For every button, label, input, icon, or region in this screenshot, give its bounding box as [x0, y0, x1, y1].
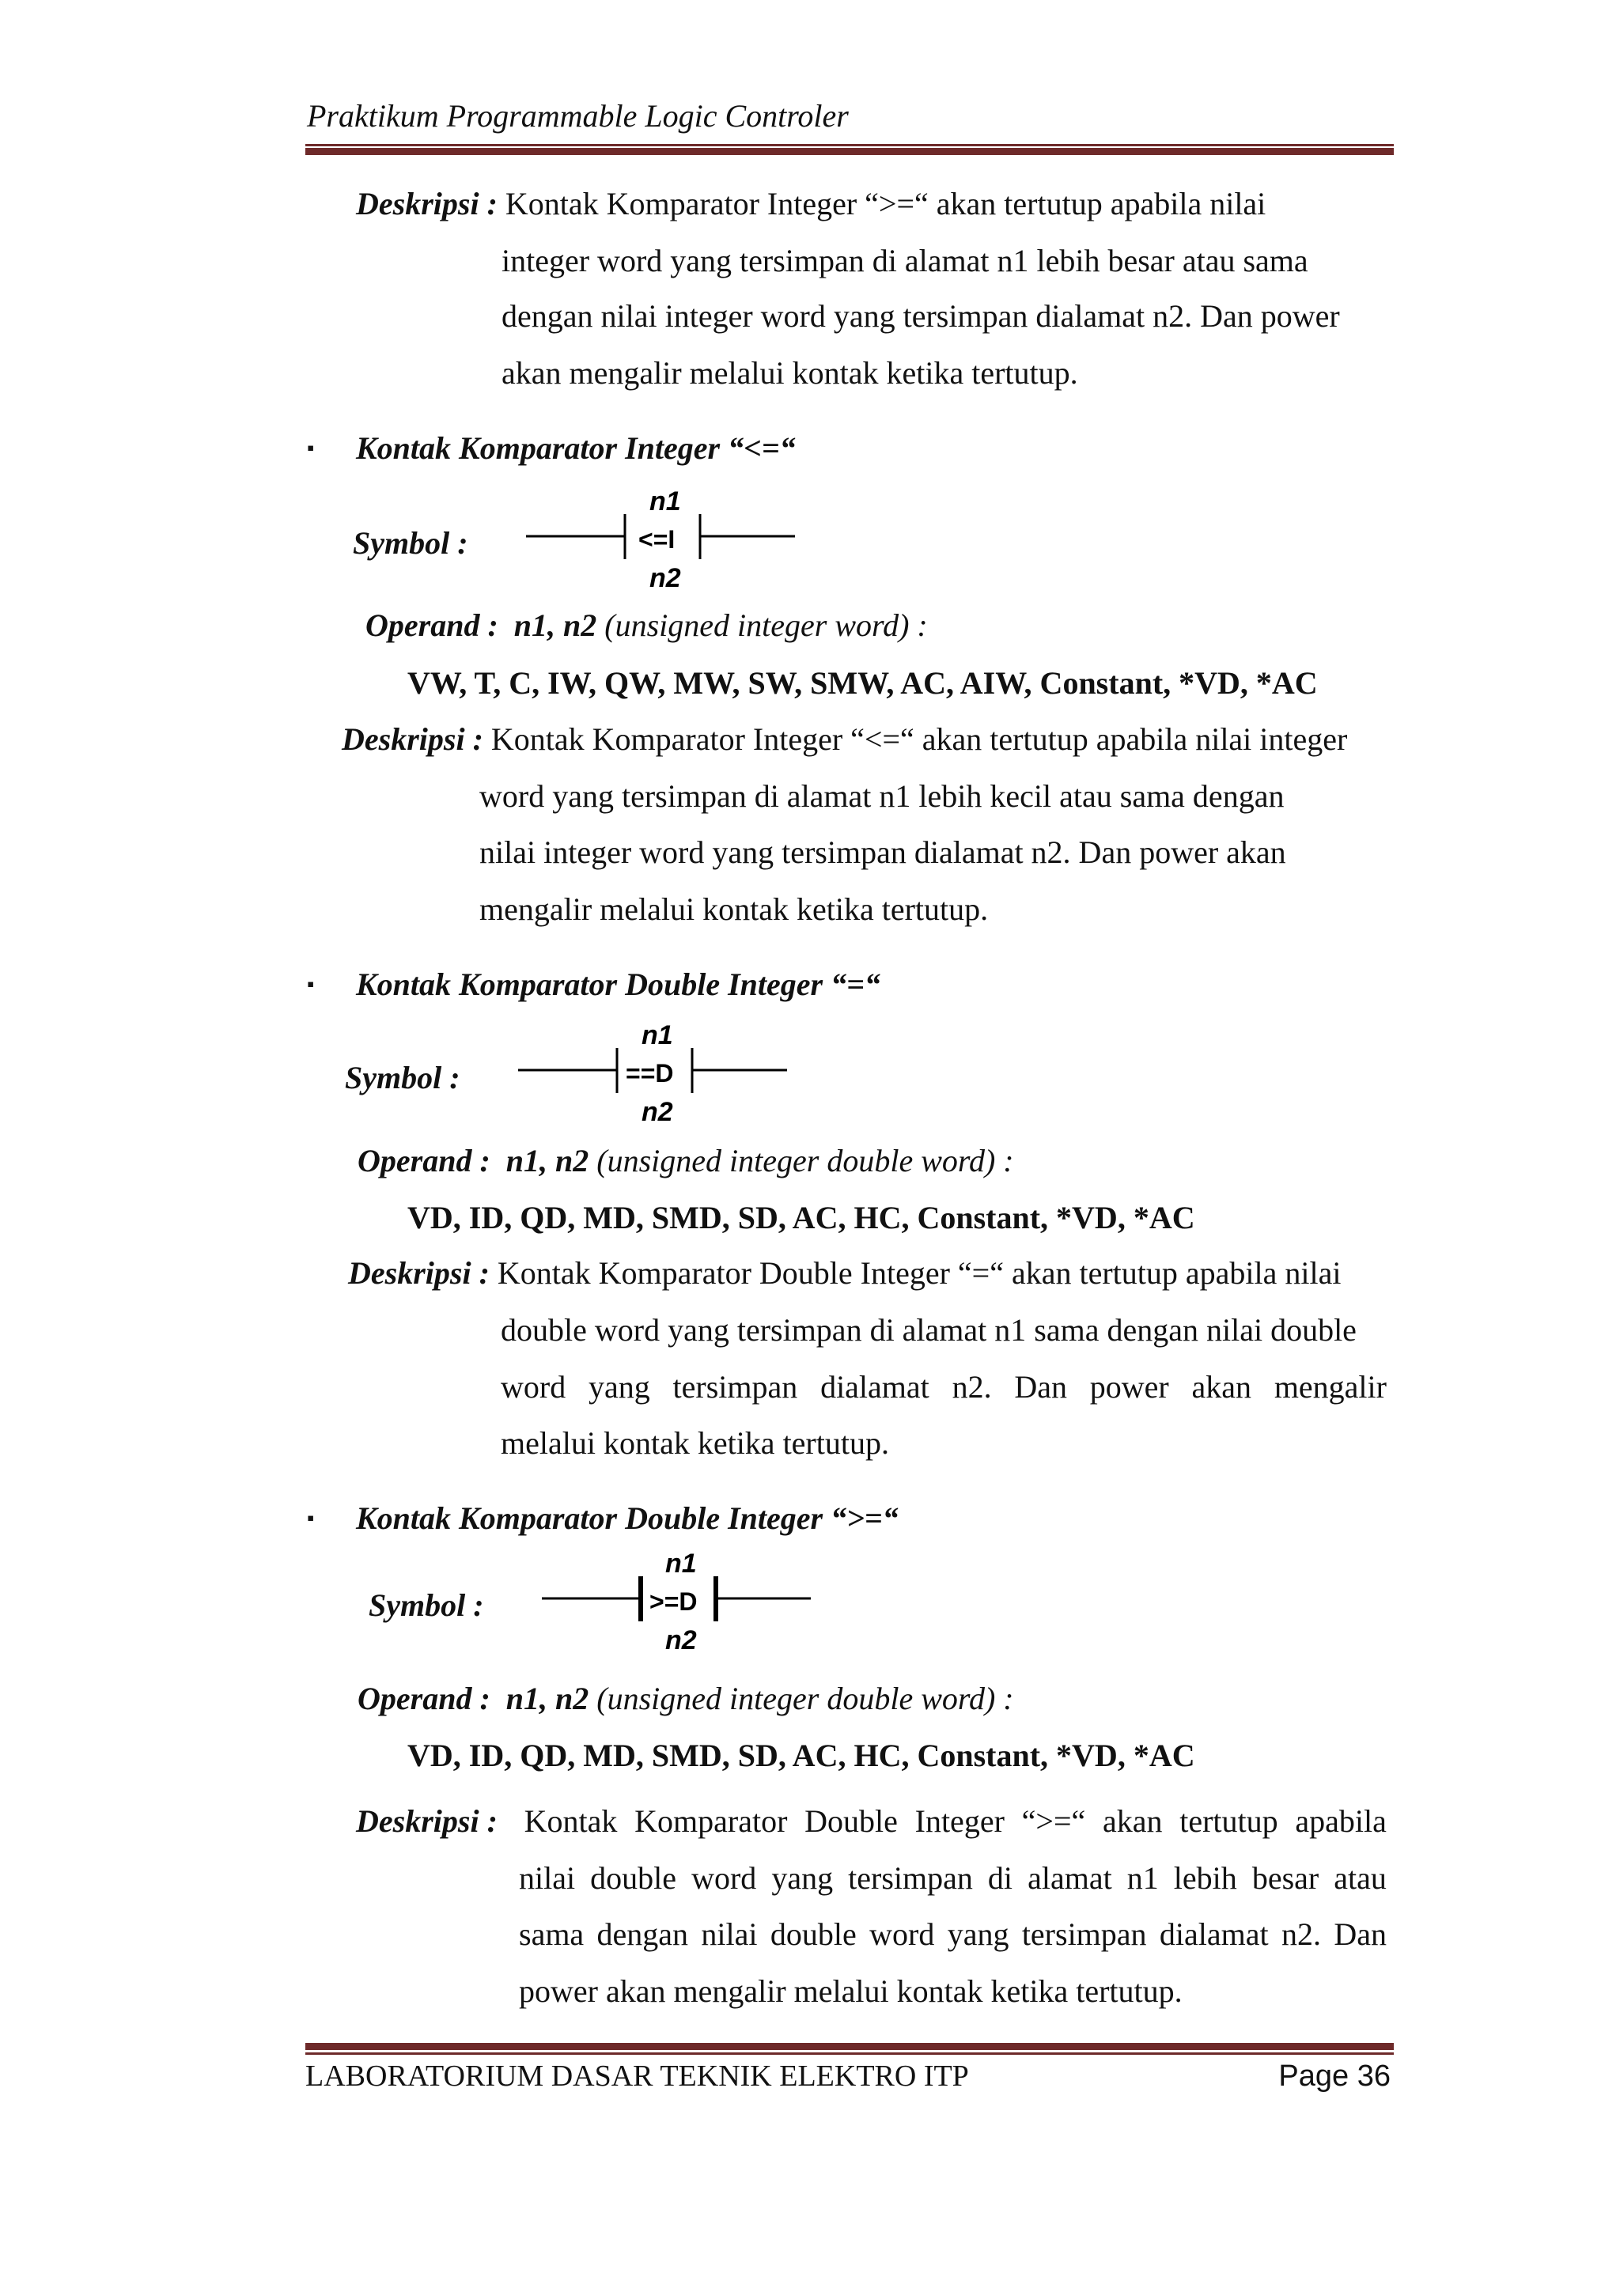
word: Integer [914, 1803, 1005, 1839]
word: word [691, 1860, 757, 1896]
word: akan [1191, 1369, 1252, 1405]
section-1-heading: Kontak Komparator Integer “<=“ [356, 430, 796, 466]
word: power [1089, 1369, 1169, 1405]
bullet-3: ▪ [307, 1507, 315, 1530]
page-header-title: Praktikum Programmable Logic Controler [307, 98, 849, 134]
section-3-desc-line-3 [519, 1916, 1387, 1953]
bullet-1: ▪ [307, 437, 315, 460]
section-2-desc-line-3 [501, 1368, 1387, 1405]
word: besar [1251, 1860, 1319, 1896]
word: sama [519, 1916, 585, 1952]
word: apabila [1295, 1803, 1387, 1839]
word: tersimpan [848, 1860, 973, 1896]
intro-desc-line-4: akan mengalir melalui kontak ketika tertutup. [502, 355, 1078, 391]
header-rule-thick [305, 148, 1394, 155]
word: Kontak [524, 1803, 618, 1839]
section-1-symbol-label: Symbol : [353, 525, 468, 561]
section-3-symbol-op: >=D [649, 1587, 698, 1616]
word: n2. [952, 1369, 992, 1405]
section-2-symbol-op: ==D [626, 1059, 674, 1087]
section-2-symbol-n1: n1 [642, 1020, 673, 1050]
word: “>=“ [1021, 1803, 1086, 1839]
word: dialamat [820, 1369, 929, 1405]
section-2-contact-symbol [510, 1012, 795, 1131]
intro-desc-label: Deskripsi : [356, 186, 498, 221]
bullet-2: ▪ [307, 973, 315, 996]
section-2-symbol-n2: n2 [642, 1097, 673, 1127]
word: word [501, 1369, 566, 1405]
section-2-symbol-label: Symbol : [345, 1060, 460, 1095]
section-2-operand-list: VD, ID, QD, MD, SMD, SD, AC, HC, Constant, *VD, *AC [407, 1200, 1195, 1235]
word: nilai [519, 1860, 576, 1896]
section-3-desc-line-2 [519, 1859, 1387, 1897]
section-2-heading: Kontak Komparator Double Integer “=“ [356, 966, 880, 1002]
section-1-desc-line-4: mengalir melalui kontak ketika tertutup. [479, 891, 989, 927]
word: atau [1334, 1860, 1387, 1896]
section-3-desc-line-4: power akan mengalir melalui kontak ketika tertutup. [519, 1973, 1183, 2009]
footer-rule-thin [305, 2052, 1394, 2055]
section-2-desc-line-4: melalui kontak ketika tertutup. [501, 1425, 889, 1461]
word: yang [771, 1860, 834, 1896]
word: akan [1102, 1803, 1163, 1839]
section-3-symbol-n1: n1 [665, 1549, 697, 1579]
footer-lab-name: LABORATORIUM DASAR TEKNIK ELEKTRO ITP [305, 2060, 969, 2093]
section-1-symbol-n1: n1 [649, 486, 681, 516]
word: mengalir [1274, 1369, 1387, 1405]
section-3-desc-line-1: Deskripsi : Kontak Komparator Double Integer “>=“ akan tertutup apabila [356, 1803, 1387, 1839]
word: double [770, 1916, 857, 1952]
word: word [869, 1916, 935, 1952]
section-1-desc-line-2: word yang tersimpan di alamat n1 lebih kecil atau sama dengan [479, 778, 1285, 814]
intro-desc-line-3: dengan nilai integer word yang tersimpan dialamat n2. Dan power [502, 298, 1340, 334]
section-3-operand: Operand : n1, n2 (unsigned integer double word) : [358, 1681, 1014, 1716]
word: tersimpan [1021, 1916, 1147, 1952]
word: tertutup [1179, 1803, 1278, 1839]
word: nilai [701, 1916, 758, 1952]
word: dialamat [1159, 1916, 1269, 1952]
word: Komparator [634, 1803, 788, 1839]
section-3-heading: Kontak Komparator Double Integer “>=“ [356, 1500, 899, 1536]
section-3-operand-list: VD, ID, QD, MD, SMD, SD, AC, HC, Constant, *VD, *AC [407, 1738, 1195, 1773]
word: n1 [1126, 1860, 1159, 1896]
section-1-operand-list: VW, T, C, IW, QW, MW, SW, SMW, AC, AIW, Constant, *VD, *AC [407, 665, 1318, 701]
word: alamat [1028, 1860, 1112, 1896]
word: Dan [1014, 1369, 1067, 1405]
section-3-contact-symbol [534, 1541, 819, 1659]
word: Dan [1334, 1916, 1387, 1952]
word: double [590, 1860, 677, 1896]
section-1-contact-symbol [518, 478, 803, 597]
footer-rule-thick [305, 2043, 1394, 2050]
section-1-operand: Operand : n1, n2 (unsigned integer word) : [365, 607, 928, 643]
intro-desc-line-2: integer word yang tersimpan di alamat n1 lebih besar atau sama [502, 243, 1308, 278]
intro-desc-line-1: Deskripsi : Kontak Komparator Integer “>=“ akan tertutup apabila nilai [356, 186, 1266, 221]
section-2-desc-line-1: Deskripsi : Kontak Komparator Double Integer “=“ akan tertutup apabila nilai [348, 1255, 1342, 1291]
section-1-desc-line-1: Deskripsi : Kontak Komparator Integer “<=“ akan tertutup apabila nilai integer [342, 721, 1348, 757]
section-2-operand: Operand : n1, n2 (unsigned integer double word) : [358, 1143, 1014, 1178]
section-3-symbol-label: Symbol : [369, 1587, 484, 1623]
section-1-desc-line-3: nilai integer word yang tersimpan dialamat n2. Dan power akan [479, 834, 1286, 870]
word: dengan [596, 1916, 689, 1952]
section-1-symbol-n2: n2 [649, 563, 681, 593]
word: yang [947, 1916, 1009, 1952]
word: di [987, 1860, 1013, 1896]
word: yang [589, 1369, 650, 1405]
section-2-desc-line-2: double word yang tersimpan di alamat n1 sama dengan nilai double [501, 1312, 1357, 1348]
word: lebih [1173, 1860, 1237, 1896]
word: tersimpan [672, 1369, 798, 1405]
word: Double [804, 1803, 898, 1839]
word: n2. [1281, 1916, 1321, 1952]
section-3-symbol-n2: n2 [665, 1625, 697, 1655]
header-rule-thin [305, 144, 1394, 146]
page-number: Page 36 [1278, 2060, 1391, 2093]
section-1-symbol-op: <=I [638, 525, 676, 554]
